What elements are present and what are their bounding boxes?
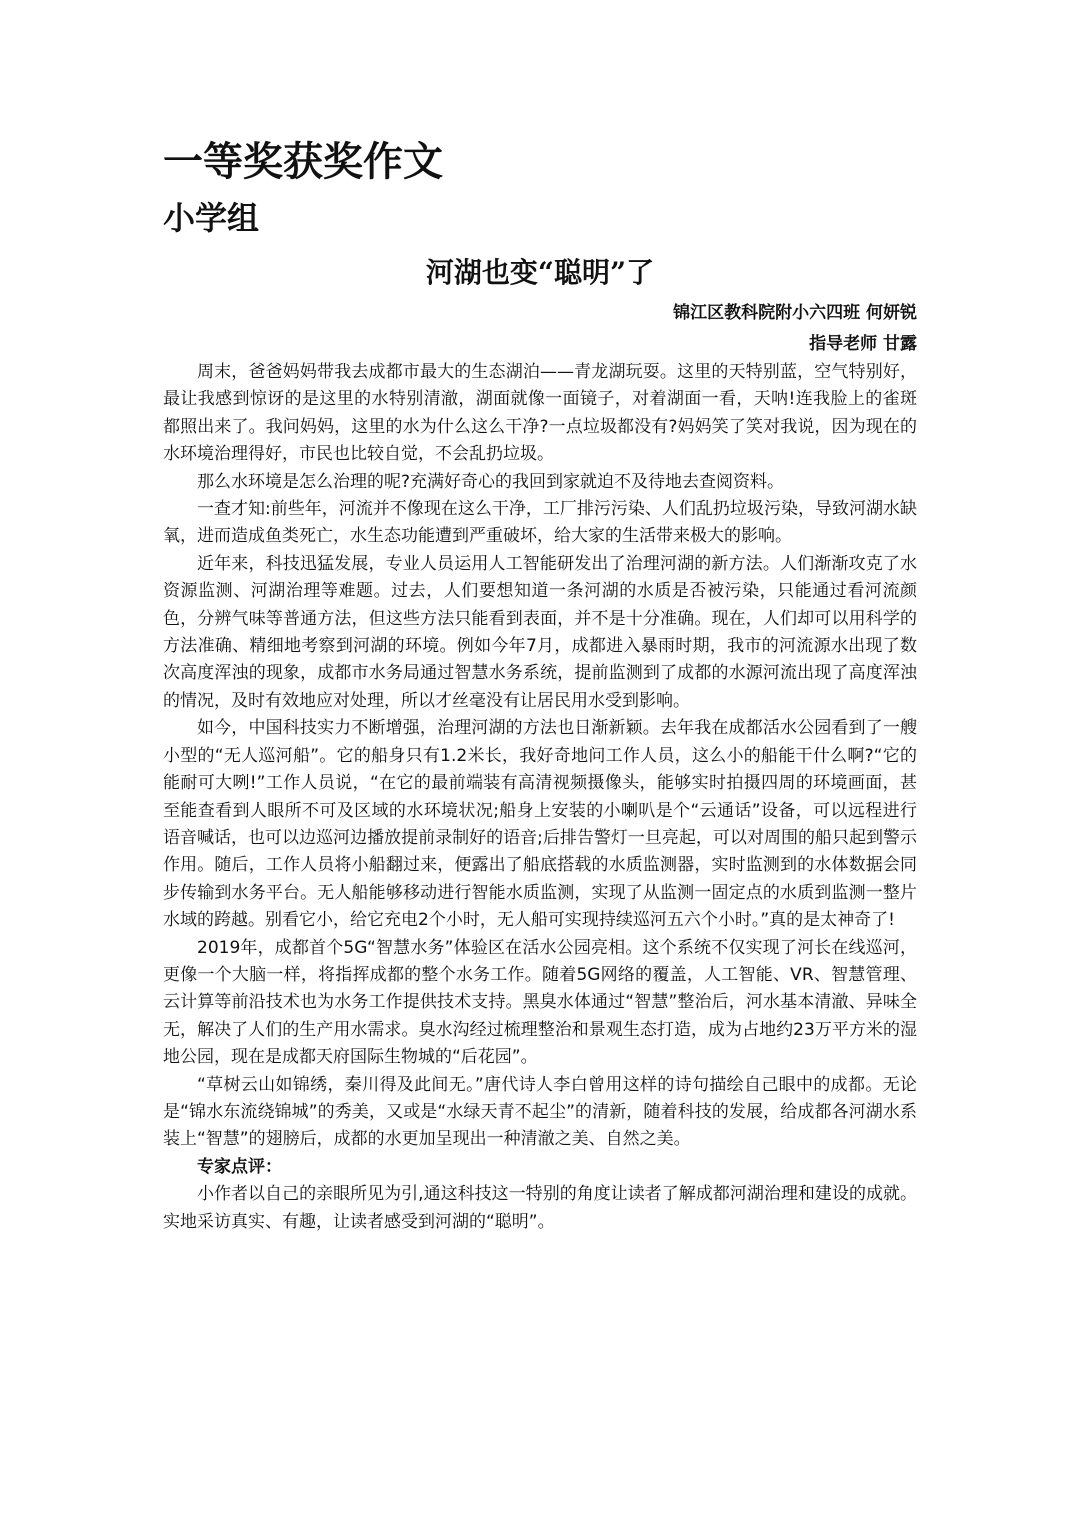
review-text: 小作者以自己的亲眼所见为引,通这科技这一特别的角度让读者了解成都河湖治理和建设的成就。实地采访真实、有趣，让读者感受到河湖的“聪明”。 [163,1184,917,1232]
paragraph: 那么水环境是怎么治理的呢?充满好奇心的我回到家就迫不及待地去查阅资料。 [197,471,785,492]
section-title: 小学组 [163,199,260,237]
essay-title: 河湖也变“聪明”了 [425,256,655,289]
teacher-line: 指导老师 甘露 [809,334,917,354]
paragraph: 2019年，成都首个5G“智慧水务”体验区在活水公园亮相。这个系统不仅实现了河长在线巡河，更像一个大脑一样，将指挥成都的整个水务工作。随着5G网络的覆盖，人工智能、VR、智慧管理、云计算等前沿技术也为水务工作提供技术支持。黑臭水体通过“智慧”整治后，河水基本清澈、异味全无，解决了人们的生产用水需求。臭水沟经过梳理整治和景观生态打造，成为占地约23万平方米的湿地公园，现在是成都天府国际生物城的“后花园”。 [163,937,917,1068]
review-label: 专家点评： [197,1156,282,1177]
main-title: 一等奖获奖作文 [163,138,443,185]
author-line: 锦江区教科院附小六四班 何妍锐 [673,303,917,323]
paragraph: 如今，中国科技实力不断增强，治理河湖的方法也日渐新颖。去年我在成都活水公园看到了一艘小型的“无人巡河船”。它的船身只有1.2米长，我好奇地问工作人员，这么小的船能干什么啊?“它的能耐可大咧!”工作人员说，“在它的最前端装有高清视频摄像头，能够实时拍摄四周的环境画面，甚至能查看到人眼所不可及区域的水环境状况;船身上安装的小喇叭是个“云通话”设备，可以远程进行语音喊话，也可以边巡河边播放提前录制好的语音;后排告警灯一旦亮起，可以对周围的船只起到警示作用。随后，工作人员将小船翻过来，便露出了船底搭载的水质监测器，实时监测到的水体数据会同步传输到水务平台。无人船能够移动进行智能水质监测，实现了从监测一固定点的水质到监测一整片水域的跨越。别看它小，给它充电2个小时，无人船可实现持续巡河五六个小时。”真的是太神奇了! [163,718,917,931]
paragraph: “草树云山如锦绣，秦川得及此间无。”唐代诗人李白曾用这样的诗句描绘自己眼中的成都。无论是“锦水东流绕锦城”的秀美，又或是“水绿天青不起尘”的清新，随着科技的发展，给成都各河湖水系装上“智慧”的翅膀后，成都的水更加呈现出一种清澈之美、自然之美。 [163,1074,917,1150]
paragraph: 一查才知:前些年，河流并不像现在这么干净，工厂排污污染、人们乱扔垃圾污染，导致河湖水缺氧，进而造成鱼类死亡，水生态功能遭到严重破坏，给大家的生活带来极大的影响。 [163,499,917,547]
paragraph: 周末，爸爸妈妈带我去成都市最大的生态湖泊——青龙湖玩耍。这里的天特别蓝，空气特别好，最让我感到惊讶的是这里的水特别清澈，湖面就像一面镜子，对着湖面一看，天呐!连我脸上的雀斑都照出来了。我问妈妈，这里的水为什么这么干净?一点垃圾都没有?妈妈笑了笑对我说，因为现在的水环境治理得好，市民也比较自觉，不会乱扔垃圾。 [163,362,917,465]
essay-body [163,359,917,1236]
paragraph: 近年来，科技迅猛发展，专业人员运用人工智能研发出了治理河湖的新方法。人们渐渐攻克了水资源监测、河湖治理等难题。过去，人们要想知道一条河湖的水质是否被污染，只能通过看河流颜色，分辨气味等普通方法，但这些方法只能看到表面，并不是十分准确。现在，人们却可以用科学的方法准确、精细地考察到河湖的环境。例如今年7月，成都进入暴雨时期，我市的河流源水出现了数次高度浑浊的现象，成都市水务局通过智慧水务系统，提前监测到了成都的水源河流出现了高度浑浊的情况，及时有效地应对处理，所以才丝毫没有让居民用水受到影响。 [163,553,917,711]
